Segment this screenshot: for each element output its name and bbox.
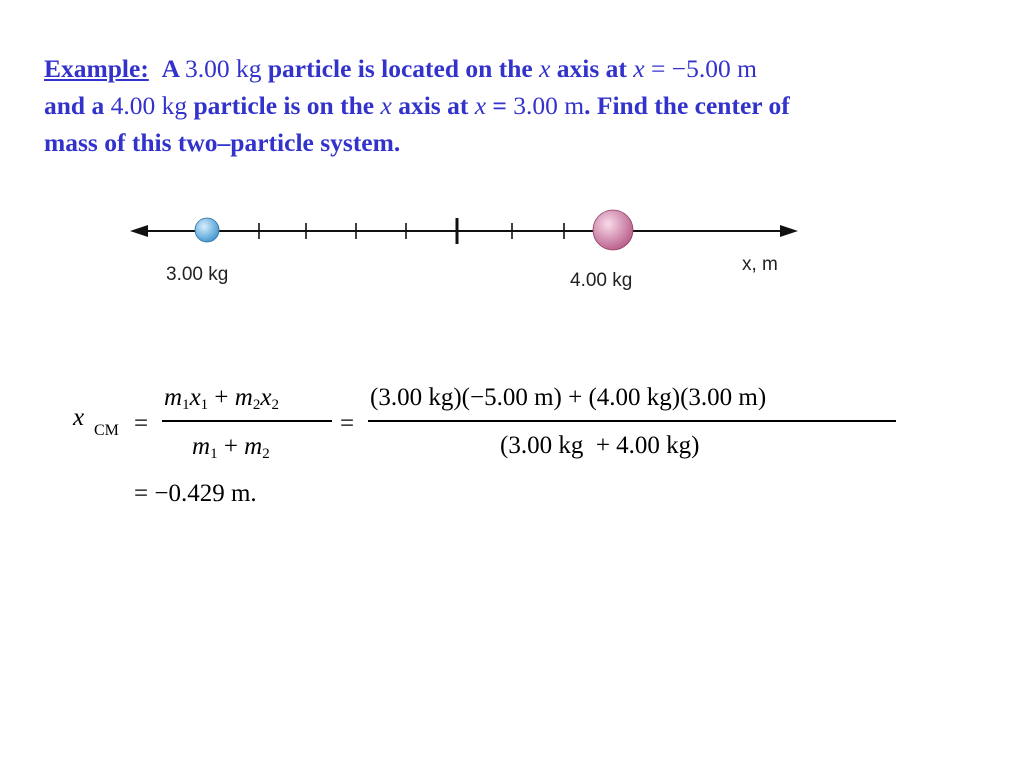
x-variable: x xyxy=(633,54,645,83)
symbolic-numerator: $m_1x_1 + m_2x_2$ xyxy=(164,384,279,413)
particle-1-sphere xyxy=(195,218,219,242)
problem-line-2 xyxy=(44,87,974,124)
problem-text: mass of this two–particle system. xyxy=(44,128,401,157)
equals-sign-1: = xyxy=(134,410,149,437)
xcm-subscript: CM xyxy=(94,422,119,439)
fraction-bar-2 xyxy=(368,420,896,422)
problem-text: axis at xyxy=(550,54,634,83)
symbolic-denominator: $m_1 + m_2$ xyxy=(192,433,270,462)
problem-text: = xyxy=(486,91,514,120)
particle-1-label: 3.00 kg xyxy=(166,264,229,285)
problem-line-3 xyxy=(44,124,974,161)
problem-text: . Find the center of xyxy=(584,91,790,120)
number-line-diagram xyxy=(128,204,808,296)
left-arrowhead xyxy=(130,225,148,237)
example-label: Example: xyxy=(44,54,149,83)
position-2-value: 3.00 m xyxy=(513,91,585,120)
equals-sign-2: = xyxy=(340,410,355,437)
position-1-value: = −5.00 m xyxy=(644,54,757,83)
x-variable: x xyxy=(474,91,487,120)
problem-text: A xyxy=(161,54,185,83)
problem-text: and a xyxy=(44,91,111,120)
problem-text: particle is on the xyxy=(187,91,381,120)
x-variable: x xyxy=(380,91,392,120)
numeric-numerator: (3.00 kg)(−5.00 m) + (4.00 kg)(3.00 m) xyxy=(370,384,767,411)
xcm-variable: x xyxy=(73,404,85,431)
problem-line-1 xyxy=(44,50,974,87)
particle-2-label: 4.00 kg xyxy=(570,270,633,291)
problem-statement xyxy=(44,50,974,161)
result-line: = −0.429 m. xyxy=(134,480,257,507)
problem-text: particle is located on the xyxy=(261,54,540,83)
fraction-bar-1 xyxy=(162,420,332,422)
problem-text: axis at xyxy=(391,91,475,120)
mass-1-value: 3.00 kg xyxy=(184,54,262,83)
axis-label: x, m xyxy=(742,254,778,275)
right-arrowhead xyxy=(780,225,798,237)
numeric-denominator: (3.00 kg + 4.00 kg) xyxy=(500,432,700,459)
mass-2-value: 4.00 kg xyxy=(110,91,188,120)
x-variable: x xyxy=(539,54,551,83)
particle-2-sphere xyxy=(593,210,633,250)
